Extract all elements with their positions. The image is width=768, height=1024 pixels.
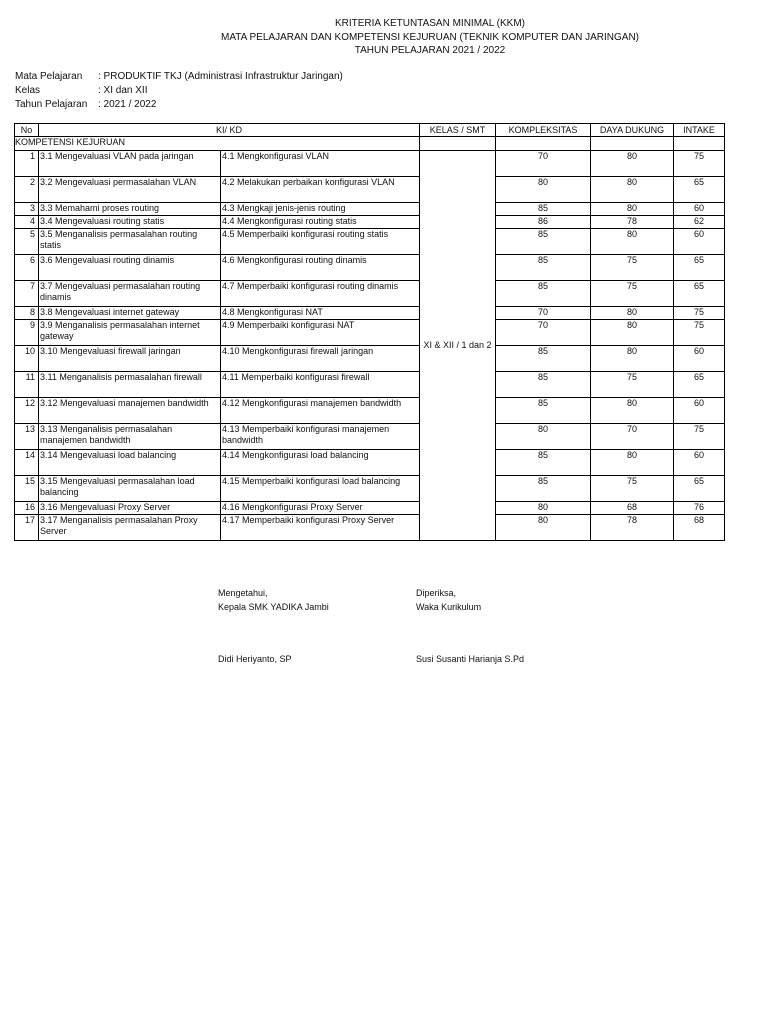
table-row xyxy=(15,515,725,541)
row-no: 15 xyxy=(15,476,39,502)
meta-tahun-label: Tahun Pelajaran xyxy=(15,99,88,110)
row-no: 1 xyxy=(15,151,39,177)
row-kompleksitas: 85 xyxy=(496,255,591,281)
row-ki: 3.10 Mengevaluasi firewall jaringan xyxy=(39,346,221,372)
row-kd: 4.10 Mengkonfigurasi firewall jaringan xyxy=(221,346,420,372)
row-no: 5 xyxy=(15,229,39,255)
table-row xyxy=(15,151,725,177)
table-body xyxy=(15,137,725,541)
signature-right xyxy=(416,586,524,666)
row-intake: 76 xyxy=(674,502,725,515)
row-kompleksitas: 70 xyxy=(496,307,591,320)
row-kompleksitas: 70 xyxy=(496,151,591,177)
row-daya-dukung: 80 xyxy=(591,229,674,255)
row-no: 3 xyxy=(15,203,39,216)
row-no: 9 xyxy=(15,320,39,346)
row-intake: 75 xyxy=(674,151,725,177)
row-kd: 4.7 Memperbaiki konfigurasi routing dinamis xyxy=(221,281,420,307)
row-ki: 3.4 Mengevaluasi routing statis xyxy=(39,216,221,229)
row-kompleksitas: 85 xyxy=(496,229,591,255)
row-ki: 3.13 Menganalisis permasalahan manajemen bandwidth xyxy=(39,424,221,450)
row-daya-dukung: 70 xyxy=(591,424,674,450)
doc-title-line3: TAHUN PELAJARAN 2021 / 2022 xyxy=(354,45,506,56)
meta-kelas xyxy=(15,84,343,98)
table-row xyxy=(15,346,725,372)
row-kompleksitas: 85 xyxy=(496,398,591,424)
meta-kelas-label: Kelas xyxy=(15,85,41,96)
meta-tahun-value: : 2021 / 2022 xyxy=(98,99,157,110)
row-kd: 4.3 Mengkaji jenis-jenis routing xyxy=(221,203,420,216)
signature-left-line2: Kepala SMK YADIKA Jambi xyxy=(218,602,329,612)
row-kompleksitas: 85 xyxy=(496,476,591,502)
table-row xyxy=(15,203,725,216)
row-daya-dukung: 80 xyxy=(591,398,674,424)
table-row xyxy=(15,372,725,398)
row-kompleksitas: 85 xyxy=(496,346,591,372)
row-no: 16 xyxy=(15,502,39,515)
row-no: 10 xyxy=(15,346,39,372)
row-ki: 3.1 Mengevaluasi VLAN pada jaringan xyxy=(39,151,221,177)
row-intake: 60 xyxy=(674,398,725,424)
doc-title-line1: KRITERIA KETUNTASAN MINIMAL (KKM) xyxy=(334,18,526,29)
row-daya-dukung: 75 xyxy=(591,372,674,398)
row-no: 11 xyxy=(15,372,39,398)
meta-mapel-label: Mata Pelajaran xyxy=(15,71,83,82)
row-kompleksitas: 80 xyxy=(496,515,591,541)
row-intake: 62 xyxy=(674,216,725,229)
signature-right-line2: Waka Kurikulum xyxy=(416,602,482,612)
table-row xyxy=(15,398,725,424)
table-row xyxy=(15,177,725,203)
row-kompleksitas: 80 xyxy=(496,177,591,203)
row-no: 13 xyxy=(15,424,39,450)
row-daya-dukung: 80 xyxy=(591,307,674,320)
row-no: 14 xyxy=(15,450,39,476)
row-daya-dukung: 80 xyxy=(591,151,674,177)
row-ki: 3.6 Mengevaluasi routing dinamis xyxy=(39,255,221,281)
row-ki: 3.16 Mengevaluasi Proxy Server xyxy=(39,502,221,515)
row-ki: 3.9 Menganalisis permasalahan internet gateway xyxy=(39,320,221,346)
row-daya-dukung: 75 xyxy=(591,476,674,502)
section-empty-i xyxy=(674,137,725,151)
header-no: No xyxy=(15,124,39,137)
row-kd: 4.8 Mengkonfigurasi NAT xyxy=(221,307,420,320)
table-row xyxy=(15,502,725,515)
section-row xyxy=(15,137,725,151)
row-daya-dukung: 80 xyxy=(591,320,674,346)
signature-right-name: Susi Susanti Harianja S.Pd xyxy=(416,654,525,664)
table-row xyxy=(15,476,725,502)
row-intake: 65 xyxy=(674,255,725,281)
row-no: 7 xyxy=(15,281,39,307)
row-kompleksitas: 80 xyxy=(496,502,591,515)
row-kd: 4.14 Mengkonfigurasi load balancing xyxy=(221,450,420,476)
row-intake: 60 xyxy=(674,229,725,255)
kkm-table xyxy=(14,123,725,541)
meta-kelas-value: : XI dan XII xyxy=(98,85,148,96)
row-intake: 65 xyxy=(674,177,725,203)
table-row xyxy=(15,320,725,346)
row-ki: 3.15 Mengevaluasi permasalahan load balancing xyxy=(39,476,221,502)
row-daya-dukung: 80 xyxy=(591,177,674,203)
row-kd: 4.17 Memperbaiki konfigurasi Proxy Server xyxy=(221,515,420,541)
row-no: 8 xyxy=(15,307,39,320)
row-kd: 4.16 Mengkonfigurasi Proxy Server xyxy=(221,502,420,515)
table-row xyxy=(15,424,725,450)
row-kd: 4.4 Mengkonfigurasi routing statis xyxy=(221,216,420,229)
doc-title-line2: MATA PELAJARAN DAN KOMPETENSI KEJURUAN (TEKNIK KOMPUTER DAN JARINGAN) xyxy=(220,32,640,43)
table-row xyxy=(15,307,725,320)
row-daya-dukung: 68 xyxy=(591,502,674,515)
section-kelas-empty xyxy=(420,137,496,151)
table-row xyxy=(15,281,725,307)
row-kd: 4.5 Memperbaiki konfigurasi routing statis xyxy=(221,229,420,255)
row-ki: 3.11 Menganalisis permasalahan firewall xyxy=(39,372,221,398)
kelas-semester-cell: XI & XII / 1 dan 2 xyxy=(420,151,496,541)
row-daya-dukung: 78 xyxy=(591,216,674,229)
row-daya-dukung: 80 xyxy=(591,346,674,372)
row-ki: 3.3 Memahami proses routing xyxy=(39,203,221,216)
row-ki: 3.7 Mengevaluasi permasalahan routing dinamis xyxy=(39,281,221,307)
header-kompleksitas: KOMPLEKSITAS xyxy=(496,124,591,137)
signature-left xyxy=(218,586,329,666)
header-kikd: KI/ KD xyxy=(39,124,420,137)
row-kompleksitas: 85 xyxy=(496,450,591,476)
signature-left-line1: Mengetahui, xyxy=(218,588,268,598)
row-daya-dukung: 78 xyxy=(591,515,674,541)
row-no: 17 xyxy=(15,515,39,541)
signature-right-line1: Diperiksa, xyxy=(416,588,457,598)
section-empty-k xyxy=(496,137,591,151)
section-empty-d xyxy=(591,137,674,151)
table-row xyxy=(15,450,725,476)
header-daya-dukung: DAYA DUKUNG xyxy=(591,124,674,137)
row-daya-dukung: 75 xyxy=(591,255,674,281)
row-no: 4 xyxy=(15,216,39,229)
row-intake: 65 xyxy=(674,476,725,502)
meta-mapel-value: : PRODUKTIF TKJ (Administrasi Infrastruktur Jaringan) xyxy=(98,71,343,82)
row-kompleksitas: 85 xyxy=(496,203,591,216)
row-ki: 3.2 Mengevaluasi permasalahan VLAN xyxy=(39,177,221,203)
table-row xyxy=(15,216,725,229)
row-ki: 3.14 Mengevaluasi load balancing xyxy=(39,450,221,476)
row-ki: 3.5 Menganalisis permasalahan routing statis xyxy=(39,229,221,255)
row-kompleksitas: 85 xyxy=(496,281,591,307)
row-intake: 68 xyxy=(674,515,725,541)
row-intake: 75 xyxy=(674,320,725,346)
row-daya-dukung: 75 xyxy=(591,281,674,307)
row-intake: 60 xyxy=(674,450,725,476)
row-intake: 75 xyxy=(674,307,725,320)
row-intake: 60 xyxy=(674,203,725,216)
row-kompleksitas: 80 xyxy=(496,424,591,450)
table-header-row xyxy=(15,124,725,137)
row-kd: 4.11 Memperbaiki konfigurasi firewall xyxy=(221,372,420,398)
row-ki: 3.8 Mengevaluasi internet gateway xyxy=(39,307,221,320)
meta-tahun xyxy=(15,98,343,112)
doc-meta xyxy=(15,70,343,112)
row-kd: 4.13 Memperbaiki konfigurasi manajemen bandwidth xyxy=(221,424,420,450)
table-row xyxy=(15,255,725,281)
meta-mapel xyxy=(15,70,343,84)
row-kd: 4.6 Mengkonfigurasi routing dinamis xyxy=(221,255,420,281)
row-daya-dukung: 80 xyxy=(591,450,674,476)
row-no: 12 xyxy=(15,398,39,424)
row-kompleksitas: 85 xyxy=(496,372,591,398)
header-kelas: KELAS / SMT xyxy=(420,124,496,137)
row-kd: 4.1 Mengkonfigurasi VLAN xyxy=(221,151,420,177)
row-intake: 65 xyxy=(674,372,725,398)
table-row xyxy=(15,229,725,255)
row-kompleksitas: 86 xyxy=(496,216,591,229)
row-kd: 4.15 Memperbaiki konfigurasi load balancing xyxy=(221,476,420,502)
row-kd: 4.12 Mengkonfigurasi manajemen bandwidth xyxy=(221,398,420,424)
row-ki: 3.17 Menganalisis permasalahan Proxy Server xyxy=(39,515,221,541)
row-ki: 3.12 Mengevaluasi manajemen bandwidth xyxy=(39,398,221,424)
signature-left-name: Didi Heriyanto, SP xyxy=(218,654,292,664)
row-intake: 65 xyxy=(674,281,725,307)
row-kd: 4.2 Melakukan perbaikan konfigurasi VLAN xyxy=(221,177,420,203)
row-intake: 60 xyxy=(674,346,725,372)
row-kd: 4.9 Memperbaiki konfigurasi NAT xyxy=(221,320,420,346)
row-kompleksitas: 70 xyxy=(496,320,591,346)
row-intake: 75 xyxy=(674,424,725,450)
header-intake: INTAKE xyxy=(674,124,725,137)
section-label: KOMPETENSI KEJURUAN xyxy=(15,137,420,151)
row-no: 2 xyxy=(15,177,39,203)
row-daya-dukung: 80 xyxy=(591,203,674,216)
row-no: 6 xyxy=(15,255,39,281)
